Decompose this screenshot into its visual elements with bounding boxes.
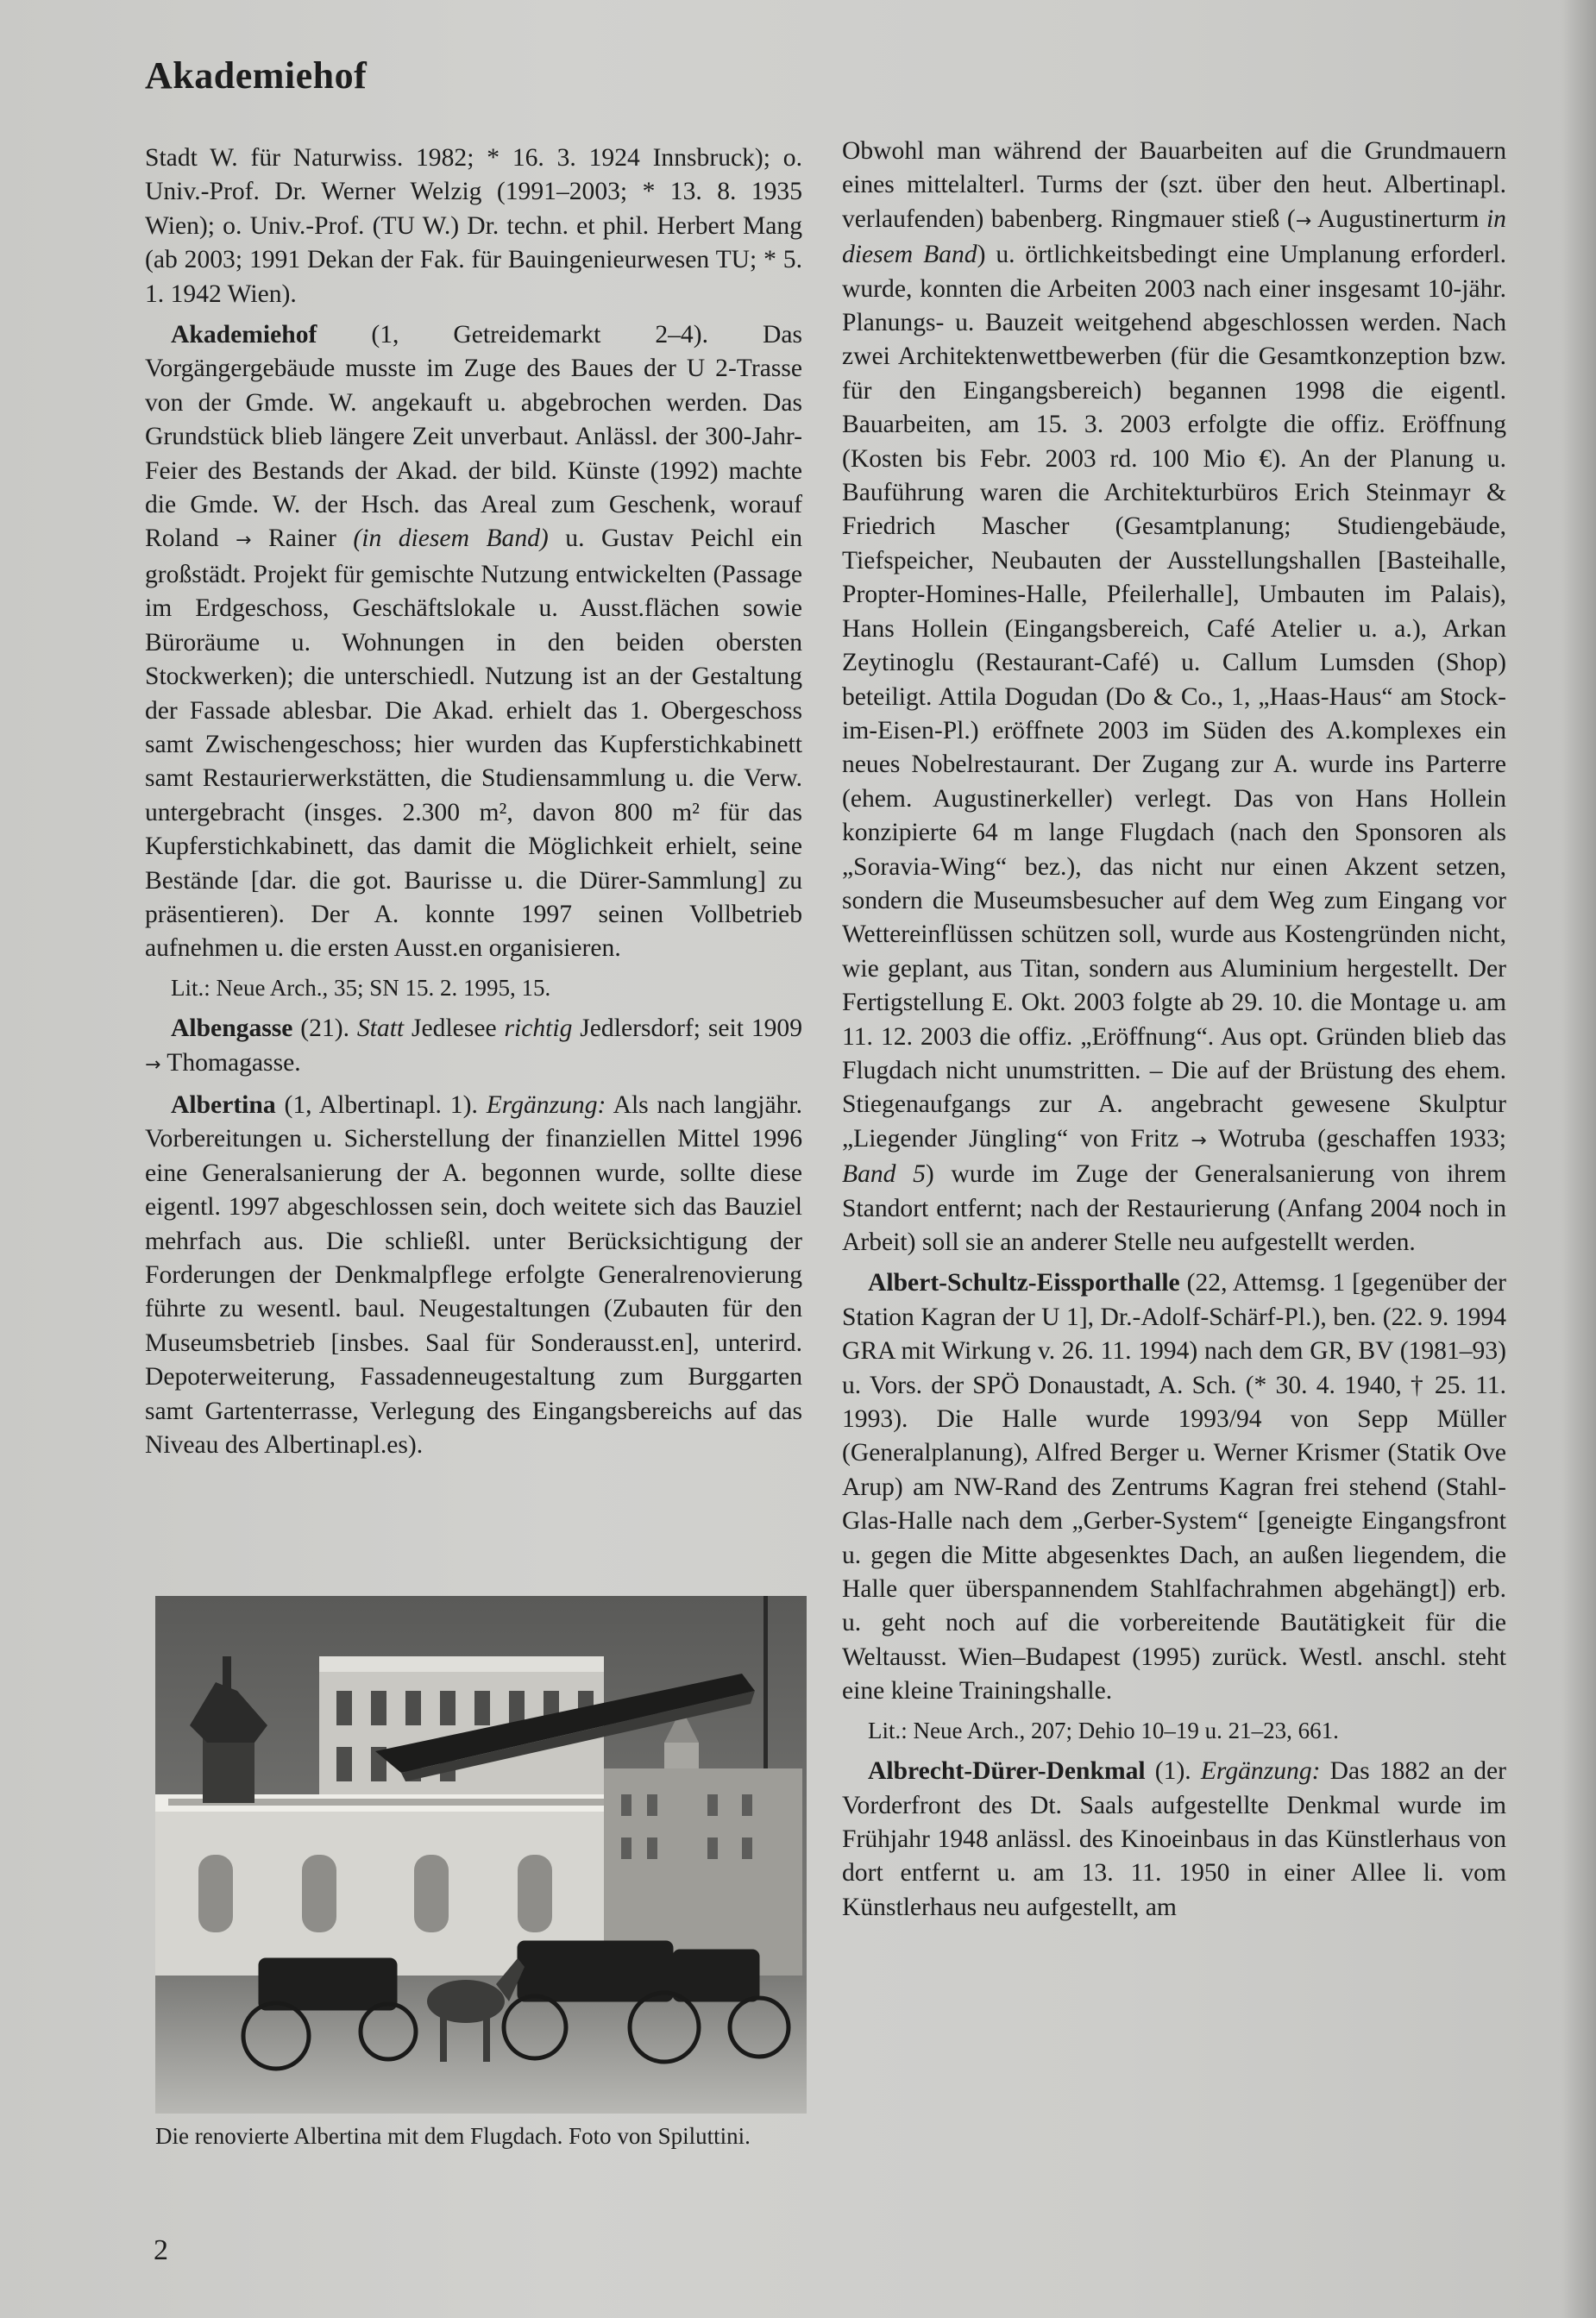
entry-headword: Albertina [171, 1090, 276, 1119]
entry-text: (1, Albertinapl. 1). [275, 1090, 487, 1119]
left-column [145, 141, 802, 1462]
entry-label-richtig: richtig [504, 1015, 573, 1043]
entry-label-ergaenzung: Ergänzung: [1200, 1757, 1321, 1786]
running-head: Akademiehof [145, 54, 368, 97]
cross-reference: Band 5 [842, 1160, 926, 1189]
albertina-photo [155, 1596, 807, 2114]
entry-text: (22, Attemsg. 1 [gegenüber der Station Kagran der U 1], Dr.-Adolf-Schärf-Pl.), ben. (22. 9. 1994 GRA mit Wirkung v. 26. 11. 1994) nach dem GR, BV (1981–93) u. Vors. der SPÖ Donaustadt, A. Sch. (* 30. 4. 1940, † 25. 11. 1993). Die Halle wurde 1993/94 von Sepp Müller (Generalplanung), Alfred Berger u. Werner Krismer (Statik Ove Arup) am NW-Rand des Zentrums Kagran frei stehend (Stahl-Glas-Halle nach dem „Gerber-System“ [geneigte Eingangsfront u. gegen die Mitte abgesenktes Dach, an außen liegendem, die Halle quer überspannendem Stahlfachrahmen abgehängt]) erb. u. geht noch auf die vorbereitende Bautätigkeit für die Weltausst. Wien–Budapest (1995) zurück. Westl. anschl. steht eine kleine Trainingshalle. [842, 1269, 1506, 1706]
literature-reference: Lit.: Neue Arch., 35; SN 15. 2. 1995, 15. [171, 974, 551, 1001]
entry-text: Jedlersdorf; seit 1909 [572, 1015, 803, 1043]
entry-text: Das 1882 an der Vorderfront des Dt. Saals aufgestellte Denkmal wurde im Frühjahr 1948 anlässl. des Kinoeinbaus in das Künstlerhaus von dort entfernt u. am 13. 11. 1950 in einer Allee li. vom Künstlerhaus neu aufgestellt, am [842, 1757, 1506, 1921]
entry-text: (1). [1145, 1757, 1201, 1786]
entry-text: Wotruba (geschaffen 1933; [1206, 1124, 1506, 1153]
figure-caption: Die renovierte Albertina mit dem Flugdach. Foto von Spiluttini. [155, 2123, 751, 2149]
cross-reference-arrow-icon: → [236, 530, 252, 552]
entry-headword: Albengasse [171, 1015, 293, 1043]
entry-text: Obwohl man während der Bauarbeiten auf die Grundmauern eines mittelalterl. Turms der (szt. über den heut. Albertinapl. verlaufenden) babenberg. Ringmauer stieß ( [842, 137, 1506, 233]
entry-text: ) u. örtlichkeitsbedingt eine Umplanung erforderl. wurde, konnten die Arbeiten 2003 nach einer insgesamt 10-jähr. Planungs- u. Bauzeit weitgehend abgeschlossen werden. Nach zwei Architektenwettbewerben (für die Gesamtkonzeption bzw. für den Eingangsbereich) begannen 1998 die eigentl. Bauarbeiten, am 15. 3. 2003 erfolgte die offiz. Eröffnung (Kosten bis Febr. 2003 rd. 100 Mio €). An der Planung u. Bauführung waren die Architekturbüros Erich Steinmayr & Friedrich Mascher (Gesamtplanung; Studiengebäude, Tiefspeicher, Neubauten der Ausstellungshallen [Basteihalle, Propter-Homines-Halle, Pfeilerhalle], Umbauten im Palais), Hans Hollein (Eingangsbereich, Café Atelier u. a.), Arkan Zeytinoglu (Restaurant-Café) u. Callum Lumsden (Shop) beteiligt. Attila Dogudan (Do & Co., 1, „Haas-Haus“ am Stock-im-Eisen-Pl.) eröffnete 2003 im Süden des A.komplexes ein neues Nobelrestaurant. Der Zugang zur A. wurde ins Parterre (ehem. Augustinerkeller) verlegt. Das von Hans Hollein konzipierte 64 m lange Flugdach (nach den Sponsoren als „Soravia-Wing“ bez.), das nicht nur einen Akzent setzen, sondern die Museumsbesucher auf dem Weg zum Eingang vor Wettereinflüssen schützen soll, wurde aus Kostengründen nicht, wie geplant, aus Titan, sondern aus Aluminium hergestellt. Der Fertigstellung E. Okt. 2003 folgte ab 29. 10. die Montage u. am 11. 12. 2003 die offiz. „Eröffnung“. Aus opt. Gründen blieb das Flugdach nicht unumstritten. – Die auf der Brüstung des ehem. Stiegenaufgangs zur A. angebracht gewesene Skulptur „Liegender Jüngling“ von Fritz [842, 241, 1506, 1153]
entry-headword: Albrecht-Dürer-Denkmal [868, 1757, 1146, 1786]
entry-text: (21). [292, 1015, 357, 1043]
cross-reference: (in diesem Band) [353, 525, 549, 553]
cross-reference-arrow-icon: → [145, 1053, 161, 1076]
entry-label-statt: Statt [356, 1015, 405, 1043]
page-number: 2 [154, 2234, 168, 2266]
entry-text: ) wurde im Zuge der Generalsanierung von ihrem Standort entfernt; nach der Restaurierung (Anfang 2004 noch in Arbeit) soll sie an anderer Stelle neu aufgestellt werden. [842, 1160, 1506, 1256]
entry-text: Augustinerturm [1311, 204, 1486, 233]
literature-reference: Lit.: Neue Arch., 207; Dehio 10–19 u. 21–23, 661. [868, 1717, 1339, 1743]
entry-akademiehof [145, 318, 802, 966]
entry-albrecht-duerer-denkmal [842, 1755, 1506, 1925]
cross-reference-arrow-icon: → [1295, 210, 1312, 232]
right-column [842, 135, 1506, 1925]
albertina-continuation [842, 135, 1506, 1260]
entry-text: Jedlesee [404, 1015, 505, 1043]
entry-text: Thomagasse. [160, 1048, 301, 1077]
cross-reference: in diesem Band [842, 204, 1506, 269]
entry-text: Rainer [251, 525, 354, 553]
entry-text: Als nach langjähr. Vorbereitungen u. Sicherstellung der finanziellen Mittel 1996 eine Generalsanierung der A. begonnen wurde, sollte diese eigentl. 1997 abgeschlossen sein, doch weitete sich das Bauziel mehrfach aus. Die schließl. unter Berücksichtigung der Forderungen der Denkmalpflege erfolgte Generalrenovierung führte zu wesentl. baul. Neugestaltungen (Zubauten für den Museumsbetrieb [insbes. Saal für Sonderausst.en], unterird. Depoterweiterung, Fassadenneugestaltung zum Burggarten samt Gartenterrasse, Verlegung des Eingangsbereichs auf das Niveau des Albertinapl.es). [145, 1090, 802, 1460]
entry-headword: Albert-Schultz-Eissporthalle [868, 1269, 1180, 1297]
paragraph-continuation: Stadt W. für Naturwiss. 1982; * 16. 3. 1924 Innsbruck); o. Univ.-Prof. Dr. Werner Welzig (1991–2003; * 13. 8. 1935 Wien); o. Univ.-Prof. (TU W.) Dr. techn. et phil. Herbert Mang (ab 2003; 1991 Dekan der Fak. für Bauingenieurwesen TU; * 5. 1. 1942 Wien). [145, 144, 802, 308]
entry-label-ergaenzung: Ergänzung: [486, 1090, 606, 1119]
entry-text: u. Gustav Peichl ein großstädt. Projekt für gemischte Nutzung entwickelten (Passage im Erdgeschoss, Geschäftslokale u. Ausst.flächen sowie Büroräume u. Wohnungen in den beiden obersten Stockwerken); die unterschiedl. Nutzung ist an der Gestaltung der Fassade ablesbar. Die Akad. erhielt das 1. Obergeschoss samt Zwischengeschoss; hier wurden das Kupferstichkabinett samt Restaurierwerkstätten, die Studiensammlung u. die Verw. untergebracht (insges. 2.300 m², davon 800 m² für das Kupferstichkabinett, das damit die Möglichkeit erhielt, seine Bestände [dar. die got. Baurisse u. die Dürer-Sammlung] zu präsentieren). Der A. konnte 1997 seinen Vollbetrieb aufnehmen u. die ersten Ausst.en organisieren. [145, 525, 802, 963]
entry-albert-schultz-eissporthalle [842, 1266, 1506, 1708]
gutter-shadow [1561, 0, 1596, 2318]
entry-albertina [145, 1089, 802, 1462]
cross-reference-arrow-icon: → [1191, 1129, 1207, 1152]
entry-albengasse [145, 1012, 802, 1082]
entry-text: (1, Getreidemarkt 2–4). Das Vorgängergebäude musste im Zuge des Baues der U 2-Trasse von der Gmde. W. angekauft u. abgebrochen werden. Das Grundstück blieb längere Zeit unverbaut. Anlässl. der 300-Jahr-Feier des Bestands der Akad. der bild. Künste (1992) machte die Gmde. W. der Hsch. das Areal zum Geschenk, worauf Roland [145, 321, 802, 553]
entry-headword: Akademiehof [171, 321, 317, 349]
